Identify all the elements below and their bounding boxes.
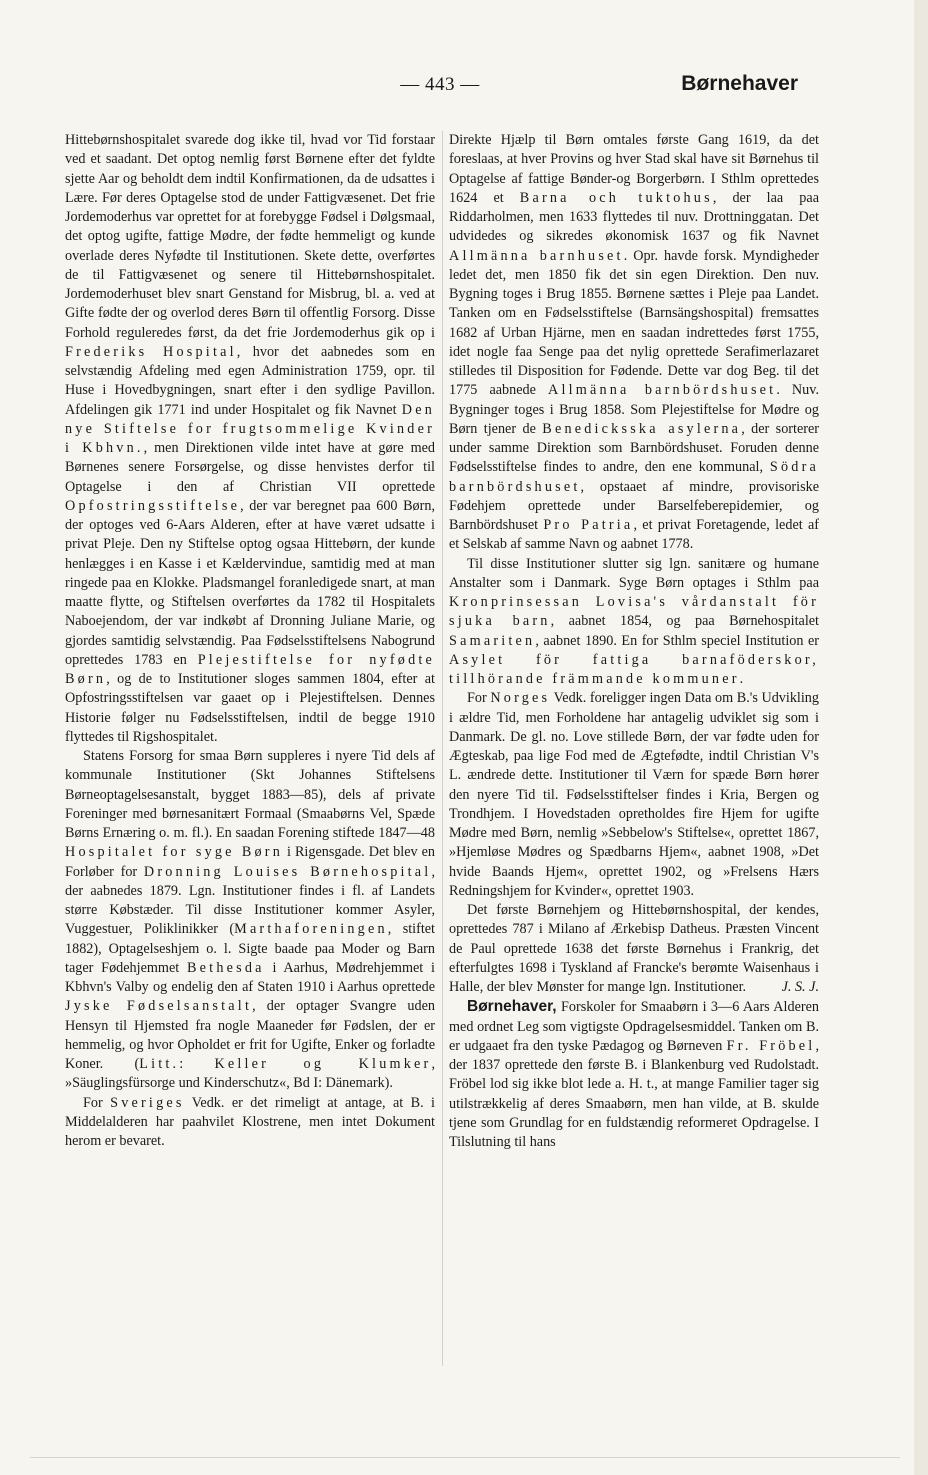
spaced-name: Pro Patria	[543, 517, 634, 533]
entry-borneh-aver	[449, 997, 819, 1152]
spaced-name: Frederiks Hospital	[65, 343, 237, 360]
text-run: , der laa paa Riddarholmen, men 1633 flyttedes til nuv. Drottninggatan. Det udvidedes og sikredes økonomisk 1637 og fik Navnet	[449, 189, 819, 245]
text-run: Statens Forsorg for smaa Børn suppleres i nyere Tid dels af kommunale Institutioner (Skt Johannes Stiftelsens Børneoptagelsesanstalt, bygget 1883—85), dels af private Foreninger med børnesanitært Formaal (Smaabørns Vel, Spæde Børns Ernæring o. m. fl.). En saadan Forening stiftede 1847—48	[65, 748, 435, 841]
spaced-name: Samariten	[449, 632, 536, 649]
spaced-name: Jyske Fødselsanstalt	[65, 998, 253, 1015]
spaced-name: Keller og Klumker	[214, 1056, 432, 1072]
right-paragraph-1	[449, 131, 819, 555]
spaced-name: Hospitalet for syge Børn	[65, 844, 284, 861]
spaced-name: Opfostringsstiftelse	[65, 497, 241, 514]
spaced-name: Bethesda	[187, 959, 265, 976]
text-run: Til disse Institutioner slutter sig lgn. sanitære og humane Anstalter som i Danmark. Syge Børn optages i Sthlm paa	[449, 555, 819, 591]
text-run: Forskoler for Smaabørn i 3—6 Aars Alderen med ordnet Leg som vigtigste Opdragelsesmiddel. Tanken om B. er udgaaet fra den tyske Pædagog og Børneven	[449, 999, 819, 1054]
column-divider	[442, 131, 443, 1366]
spaced-name: Asylet för fattiga barnaföderskor, tillhörande främmande kommuner	[449, 651, 819, 687]
text-run: For	[83, 1094, 111, 1111]
running-head: Børnehaver	[681, 72, 798, 95]
text-run: Vedk. foreligger ingen Data om B.'s Udvikling i ældre Tid, men Forholdene har antagelig udviklet sig som i Danmark. De gl. no. Love stillede Børn, der var fødte uden for Ægteskab, paa lige Fod med de Ægtefødte, indtil Christian V's L. ændrede dette. Institutioner til Værn for spæde Børn hører den nyere Tid til. Fødselsstiftelser findes i Kria, Bergen og Trondhjem. I Hovedstaden opretholdes fire Hjem for ugifte Mødre med Børn, nemlig »Sebbelow's Stiftelse«, oprettet 1867, »Hjemløse Mødres og Spædbarns Hjem«, aabnet 1908, »Det hvide Baands Hjem«, oprettet 1902, og »Frelsens Hærs Redningshjem for Kvinder«, oprettet 1903.	[449, 690, 819, 899]
left-paragraph-3	[65, 1094, 435, 1152]
left-paragraph-1	[65, 131, 435, 747]
text-run: , der aabnedes 1879. Lgn. Institutioner findes i fl. af Landets større Købstæder. Til disse Institutioner kommer Asyler, Vuggestuer, Poliklinikker (	[65, 863, 435, 938]
page-edge-shadow	[914, 0, 928, 1475]
text-run: .	[739, 671, 744, 687]
text-run: , der var beregnet paa 600 Børn, der optoges ved 6-Aars Alderen, efter at have været udsatte i privat Pleje. Den ny Stiftelse optog ogsaa Hittebørn, der kunde henlægges i en Kasse i et Kældervindue, samtidig med at man ringede paa en Klokke. Pladsmangel foranledigede snart, at man maatte flytte, og Stiftelsen overførtes da 1782 til Hospitalets Naboejendom, der var indkøbt af Dronning Juliane Marie, og gjordes samtidig selvstændig. Paa Fødselsstiftelsens Nabogrund oprettedes 1783 en	[65, 497, 435, 668]
text-run: , stiftet 1882), Optagelseshjem o. l. Sigte baade paa Moder og Barn tager Fødehjemmet	[65, 921, 435, 976]
right-paragraph-4	[449, 901, 819, 997]
page-number: — 443 —	[400, 74, 480, 95]
text-run: i Aarhus, Mødrehjemmet i Kbhvn's Valby og endelig den af Staten 1910 i Aarhus oprettede	[65, 959, 435, 995]
text-run: Vedk. er det rimeligt at antage, at B. i Middelalderen har paahvilet Klostrene, men intet Dokument herom er bevaret.	[65, 1094, 435, 1149]
right-paragraph-2	[449, 555, 819, 690]
page-header	[0, 74, 928, 104]
text-run: , aabnet 1890. En for Sthlm speciel Institution er	[535, 632, 819, 649]
text-run: , aabnet 1854, og paa Børnehospitalet	[550, 613, 819, 630]
text-run: , der sorterer under samme Direktion som Barnbördshuset. Foruden denne Fødselsstiftelse findes to andre, den ene kommunal,	[449, 420, 819, 476]
text-run: , der 1837 oprettede den første B. i Blankenburg ved Rudolstadt. Fröbel lod sig ikke blot lede a. H. t., at mange Familier tager sig utilstrækkelig af deres Smaabørn, men han vilde, at B. skulde tjene som Grundlag for en fuldstændig reformeret Opdragelse. I Tilslutning til hans	[449, 1037, 819, 1150]
text-run: :	[179, 1056, 215, 1072]
author-signature: J. S. J.	[781, 979, 819, 995]
spaced-name: Allmänna barnhuset	[449, 247, 624, 264]
spaced-name: Allmänna barnbördshuset	[548, 382, 777, 399]
text-run: i Rigensgade. Det blev en Forløber for	[65, 844, 435, 880]
text-run: Direkte Hjælp til Børn omtales første Gang 1619, da det foreslaas, at hver Provins og hver Stad skal have sit Børnehus til Optagelse af fattige Bønder-og Borgerbørn. I Sthlm oprettedes 1624 et	[449, 132, 819, 206]
spaced-name: Barna och tuktohus	[519, 189, 713, 206]
entry-headword: Børnehaver,	[467, 998, 557, 1016]
spaced-name: Fr. Fröbel	[726, 1037, 816, 1054]
text-run: , et privat Foretagende, ledet af et Selskab af samme Navn og aabnet 1778.	[449, 517, 819, 553]
text-run: Det første Børnehjem og Hittebørnshospital, der kendes, oprettedes 787 i Milano af Ærkebisp Datheus. Præsten Vincent de Paul oprettede 1638 det første Børnehus i Frankrig, det efterfulgtes 1698 i Tyskland af Francke's berømte Waisenhaus i Halle, der blev Mønster for mange lgn. Institutioner.	[449, 902, 819, 995]
spaced-name: Sveriges	[110, 1094, 185, 1111]
bottom-rule	[30, 1457, 900, 1458]
text-run: , hvor det aabnedes som en selvstændig Afdeling med egen Administration 1759, opr. til Huse i Hovedbygningen, snart efter i den sydlige Pavillon. Afdelingen gik 1771 ind under Hospitalet og fik Navnet	[65, 343, 435, 418]
spaced-name: Södra barnbördshuset	[449, 459, 819, 495]
text-run: . Opr. havde forsk. Myndigheder ledet det, men 1850 fik det sin egen Direktion. Den nuv. Bygning toges i Brug 1855. Børnene sættes i Pleje paa Landet. Tanken om en Fødselsstiftelse (Barnsängshospital) fremsattes 1682 af Urban Hjärne, men en saadan indrettedes først 1755, idet nogle faa Senge paa det nylig oprettede Serafimerlazaret stilledes til Disposition for Fødende. Dette var dog Beg. til det 1775 aabnede	[449, 247, 819, 399]
spaced-name: Den nye Stiftelse for frugtsommelige Kvinder i Kbhvn.	[65, 401, 435, 456]
text-run: , der optager Svangre uden Hensyn til Hjemsted fra nogle Maaneder før Fødslen, der er hemmelig, og hvor Opholdet er frit for Ugifte, Enker og forladte Koner. (	[65, 998, 436, 1072]
text-run: , »Säuglingsfürsorge und Kinderschutz«, Bd I: Dänemark).	[65, 1056, 435, 1092]
spaced-name: Benedicksska asylerna	[542, 420, 742, 437]
text-run: For	[467, 690, 491, 707]
spaced-name: Litt.	[139, 1056, 180, 1072]
spaced-name: Kronprinsessan Lovisa's vårdanstalt för sjuka barn	[449, 594, 819, 630]
left-column	[65, 131, 435, 1151]
text-run: , og de to Institutioner sloges sammen 1804, efter at Opfostringsstiftelsen var gaaet op i Plejestiftelsen. Dennes Historie følger nu Fødselsstiftelsen, indtil de begge 1910 flyttedes til Rigshospitalet.	[65, 671, 435, 745]
text-run: . Nuv. Bygninger toges i Brug 1858. Som Plejestiftelse for Mødre og Børn tjener de	[449, 382, 819, 437]
spaced-name: Norges	[490, 690, 551, 707]
text-run: Hittebørnshospitalet svarede dog ikke til, hvad vor Tid forstaar ved et saadant. Det optog nemlig først Børnene efter det fyldte sjette Aar og beholdt dem indtil Konfirmationen, da de udsattes i Lære. Før deres Optagelse stod de under Fattigvæsenet. Det frie Jordemoderhus var oprettet for at forebygge Fødsel i Dølgsmaal, det optog ugifte, fattige Mødre, der fødte hemmeligt og kunde overlade deres Nyfødte til Institutionen. Skete dette, overførtes de til Fattigvæsenet og senere til Hittebørnshospitalet. Jordemoderhuset blev snart Genstand for Misbrug, bl. a. ved at Gifte fødte der og overlod deres Børn til offentlig Forsorg. Disse Forhold reguleredes først, da det frie Jordemoderhus gik op i	[65, 132, 435, 341]
left-paragraph-2	[65, 747, 435, 1094]
spaced-name: Plejestiftelse for nyfødte Børn	[65, 651, 436, 687]
spaced-name: Marthaforeningen	[234, 921, 388, 938]
text-run: , men Direktionen vilde intet have at gøre med Børnenes senere Forsørgelse, og disse henvistes derfor til Optagelse i den af Christian VII oprettede	[65, 440, 435, 495]
spaced-name: Dronning Louises Børnehospital	[143, 863, 432, 880]
right-column	[449, 131, 819, 1152]
right-paragraph-3	[449, 689, 819, 901]
text-run: , opstaaet af mindre, provisoriske Fødehjem oprettede under Barselfeberepidemier, og Barnbördshuset	[449, 478, 819, 533]
